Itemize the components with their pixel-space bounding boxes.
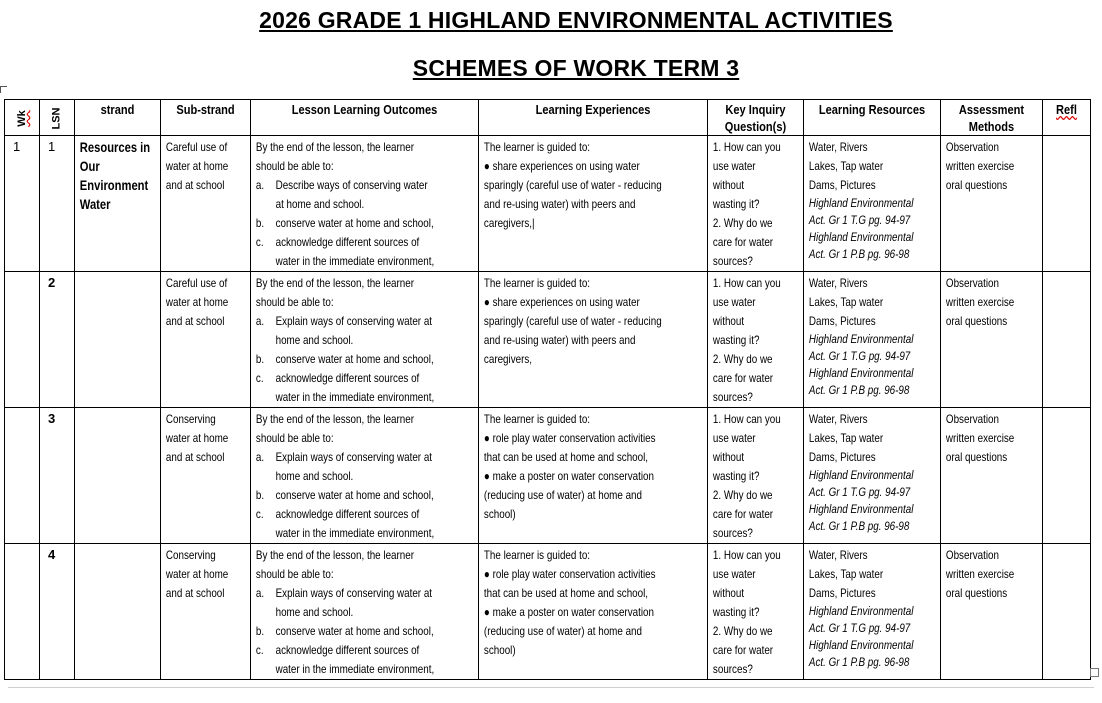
questions-cell[interactable] bbox=[708, 408, 804, 544]
header-experiences: Learning Experiences bbox=[479, 100, 708, 136]
table-anchor-mark bbox=[0, 86, 7, 93]
question-line: 2. Why do we bbox=[712, 624, 773, 638]
resource-book-line: Highland Environmental bbox=[808, 230, 914, 244]
week-number bbox=[5, 544, 39, 547]
assessment-text bbox=[941, 544, 1043, 603]
header-strand: strand bbox=[75, 100, 161, 136]
assessment-line: oral questions bbox=[945, 178, 1008, 192]
outcome-text: conserve water at home and school, bbox=[275, 624, 434, 638]
substrand-text bbox=[161, 408, 251, 467]
lesson-number: 1 bbox=[48, 139, 56, 154]
substrand-line: water at home bbox=[165, 159, 229, 173]
header-wk: Wk bbox=[5, 100, 40, 136]
question-line: care for water bbox=[712, 235, 774, 249]
assessment-text bbox=[941, 136, 1043, 195]
experience-line: sparingly (careful use of water - reducing bbox=[483, 314, 662, 328]
question-line: wasting it? bbox=[712, 605, 760, 619]
experiences-cell[interactable] bbox=[479, 544, 708, 680]
outcome-text: home and school. bbox=[275, 469, 354, 483]
outcome-text: conserve water at home and school, bbox=[275, 216, 434, 230]
outcome-text: home and school. bbox=[275, 333, 354, 347]
question-line: use water bbox=[712, 159, 756, 173]
outcome-item bbox=[256, 584, 479, 603]
outcome-text: acknowledge different sources of bbox=[275, 643, 420, 657]
outcomes-cell[interactable] bbox=[251, 544, 479, 680]
substrand-cell[interactable] bbox=[161, 408, 251, 544]
resources-text bbox=[804, 272, 941, 399]
reflection-cell[interactable] bbox=[1043, 272, 1091, 408]
resource-line: Dams, Pictures bbox=[808, 586, 876, 600]
outcome-marker: a. bbox=[255, 450, 265, 464]
outcome-text: water in the immediate environment, bbox=[275, 390, 435, 404]
outcome-item bbox=[256, 214, 479, 233]
substrand-text bbox=[161, 544, 251, 603]
outcome-item bbox=[256, 467, 479, 486]
document-subtitle: SCHEMES OF WORK TERM 3 bbox=[412, 55, 740, 81]
strand-text bbox=[75, 408, 143, 410]
strand-text bbox=[75, 544, 143, 546]
assessment-line: oral questions bbox=[945, 586, 1008, 600]
experience-line: ● make a poster on water conservation bbox=[483, 469, 654, 483]
lesson-cell[interactable] bbox=[40, 136, 75, 272]
substrand-text bbox=[161, 136, 251, 195]
question-line: without bbox=[712, 314, 745, 328]
questions-cell[interactable] bbox=[708, 272, 804, 408]
outcome-item bbox=[256, 505, 479, 524]
experience-line: caregivers,| bbox=[483, 216, 535, 230]
experience-line: The learner is guided to: bbox=[483, 548, 591, 562]
outcomes-text bbox=[251, 408, 479, 543]
resource-line: Water, Rivers bbox=[808, 412, 868, 426]
substrand-line: and at school bbox=[165, 314, 225, 328]
experience-line: school) bbox=[483, 507, 516, 521]
question-line: care for water bbox=[712, 643, 774, 657]
experiences-cell[interactable] bbox=[479, 136, 708, 272]
experience-line: and re-using water) with peers and bbox=[483, 333, 636, 347]
week-number: 1 bbox=[13, 139, 21, 154]
table-row bbox=[5, 408, 1091, 544]
substrand-line: and at school bbox=[165, 586, 225, 600]
strand-cell[interactable] bbox=[75, 544, 161, 680]
experiences-text bbox=[479, 136, 708, 233]
lesson-number: 2 bbox=[48, 275, 56, 290]
outcome-text: at home and school. bbox=[275, 197, 365, 211]
resources-text bbox=[804, 408, 941, 535]
outcome-marker bbox=[256, 660, 276, 679]
outcomes-intro-line: By the end of the lesson, the learner bbox=[255, 412, 415, 426]
outcome-marker: a. bbox=[255, 586, 265, 600]
assessment-text bbox=[941, 272, 1043, 331]
resource-line: Water, Rivers bbox=[808, 548, 868, 562]
assessment-line: Observation bbox=[945, 140, 999, 154]
outcomes-text bbox=[251, 136, 479, 271]
resources-cell[interactable] bbox=[804, 544, 941, 680]
substrand-line: water at home bbox=[165, 431, 229, 445]
outcome-text: acknowledge different sources of bbox=[275, 507, 420, 521]
outcome-text: conserve water at home and school, bbox=[275, 488, 434, 502]
outcome-text: home and school. bbox=[275, 605, 354, 619]
substrand-line: Careful use of bbox=[165, 276, 228, 290]
outcome-item bbox=[256, 486, 479, 505]
question-line: without bbox=[712, 450, 745, 464]
question-line: use water bbox=[712, 431, 756, 445]
resource-line: Lakes, Tap water bbox=[808, 567, 884, 581]
outcome-marker: b. bbox=[255, 488, 265, 502]
outcome-marker: c. bbox=[255, 235, 264, 249]
outcome-item bbox=[256, 388, 479, 407]
substrand-line: and at school bbox=[165, 450, 225, 464]
outcomes-cell[interactable] bbox=[251, 408, 479, 544]
header-assessment: Assessment Methods bbox=[941, 100, 1043, 136]
experience-line: ● role play water conservation activities bbox=[483, 567, 656, 581]
questions-cell[interactable] bbox=[708, 136, 804, 272]
questions-text bbox=[708, 136, 804, 271]
outcome-item bbox=[256, 660, 479, 679]
resources-text bbox=[804, 136, 941, 263]
experiences-text bbox=[479, 272, 708, 369]
assessment-cell[interactable] bbox=[941, 544, 1043, 680]
week-cell[interactable] bbox=[5, 408, 40, 544]
strand-cell[interactable] bbox=[75, 272, 161, 408]
outcome-text: water in the immediate environment, bbox=[275, 254, 435, 268]
question-line: 1. How can you bbox=[712, 412, 781, 426]
substrand-line: Conserving bbox=[165, 548, 216, 562]
question-line: 2. Why do we bbox=[712, 216, 773, 230]
assessment-cell[interactable] bbox=[941, 272, 1043, 408]
resource-book-line: Act. Gr 1 P.B pg. 96-98 bbox=[808, 383, 910, 397]
header-questions: Key Inquiry Question(s) bbox=[708, 100, 804, 136]
outcome-item bbox=[256, 603, 479, 622]
resource-book-line: Act. Gr 1 P.B pg. 96-98 bbox=[808, 519, 910, 533]
resource-line: Lakes, Tap water bbox=[808, 431, 884, 445]
assessment-line: Observation bbox=[945, 548, 999, 562]
experience-line: The learner is guided to: bbox=[483, 140, 591, 154]
resource-book-line: Highland Environmental bbox=[808, 196, 914, 210]
experience-line: ● role play water conservation activities bbox=[483, 431, 656, 445]
question-line: use water bbox=[712, 295, 756, 309]
week-cell[interactable] bbox=[5, 136, 40, 272]
assessment-line: Observation bbox=[945, 276, 999, 290]
lesson-cell[interactable] bbox=[40, 272, 75, 408]
week-cell[interactable] bbox=[5, 272, 40, 408]
outcome-marker: c. bbox=[255, 643, 264, 657]
table-row bbox=[5, 544, 1091, 680]
substrand-line: water at home bbox=[165, 567, 229, 581]
outcome-item bbox=[256, 369, 479, 388]
experience-line: The learner is guided to: bbox=[483, 412, 591, 426]
resource-book-line: Act. Gr 1 T.G pg. 94-97 bbox=[808, 485, 911, 499]
outcome-item bbox=[256, 622, 479, 641]
assessment-line: oral questions bbox=[945, 314, 1008, 328]
header-substrand: Sub-strand bbox=[161, 100, 251, 136]
resource-line: Lakes, Tap water bbox=[808, 159, 884, 173]
week-number bbox=[5, 272, 39, 275]
resource-book-line: Highland Environmental bbox=[808, 366, 914, 380]
assessment-cell[interactable] bbox=[941, 408, 1043, 544]
outcome-text: acknowledge different sources of bbox=[275, 235, 420, 249]
strand-cell[interactable] bbox=[75, 136, 161, 272]
experience-line: that can be used at home and school, bbox=[483, 450, 649, 464]
resource-book-line: Act. Gr 1 T.G pg. 94-97 bbox=[808, 213, 911, 227]
question-line: wasting it? bbox=[712, 333, 760, 347]
resource-line: Water, Rivers bbox=[808, 140, 868, 154]
strand-text bbox=[75, 272, 143, 274]
experience-line: (reducing use of water) at home and bbox=[483, 624, 643, 638]
outcomes-intro-line: should be able to: bbox=[255, 567, 334, 581]
substrand-line: and at school bbox=[165, 178, 225, 192]
header-resources: Learning Resources bbox=[804, 100, 941, 136]
experience-line: caregivers, bbox=[483, 352, 533, 366]
substrand-cell[interactable] bbox=[161, 272, 251, 408]
experience-line: (reducing use of water) at home and bbox=[483, 488, 643, 502]
page-divider bbox=[8, 687, 1094, 688]
experiences-cell[interactable] bbox=[479, 408, 708, 544]
document-title: 2026 GRADE 1 HIGHLAND ENVIRONMENTAL ACTIVITIES bbox=[259, 7, 893, 33]
experience-line: sparingly (careful use of water - reducing bbox=[483, 178, 662, 192]
header-reflection: Refl bbox=[1043, 100, 1091, 136]
resource-book-line: Act. Gr 1 P.B pg. 96-98 bbox=[808, 247, 910, 261]
substrand-line: Conserving bbox=[165, 412, 216, 426]
assessment-cell[interactable] bbox=[941, 136, 1043, 272]
week-number bbox=[5, 408, 39, 411]
question-line: 1. How can you bbox=[712, 140, 781, 154]
outcome-marker bbox=[256, 388, 276, 407]
question-line: sources? bbox=[712, 390, 753, 404]
table-resize-handle[interactable] bbox=[1090, 668, 1099, 677]
outcomes-cell[interactable] bbox=[251, 272, 479, 408]
resource-book-line: Highland Environmental bbox=[808, 468, 914, 482]
question-line: care for water bbox=[712, 507, 774, 521]
outcome-marker bbox=[256, 331, 276, 350]
question-line: care for water bbox=[712, 371, 774, 385]
table-row bbox=[5, 136, 1091, 272]
strand-text bbox=[75, 136, 151, 214]
outcome-marker: c. bbox=[255, 507, 264, 521]
header-outcomes: Lesson Learning Outcomes bbox=[251, 100, 479, 136]
experience-line: ● share experiences on using water bbox=[483, 159, 640, 173]
question-line: use water bbox=[712, 567, 756, 581]
outcome-text: Explain ways of conserving water at bbox=[275, 586, 433, 600]
outcome-item bbox=[256, 312, 479, 331]
resource-book-line: Highland Environmental bbox=[808, 604, 914, 618]
lesson-cell[interactable] bbox=[40, 544, 75, 680]
assessment-line: written exercise bbox=[945, 159, 1015, 173]
outcome-item bbox=[256, 176, 479, 195]
experiences-text bbox=[479, 408, 708, 524]
resource-book-line: Highland Environmental bbox=[808, 332, 914, 346]
reflection-cell[interactable] bbox=[1043, 408, 1091, 544]
lesson-number: 4 bbox=[48, 547, 56, 562]
outcome-text: water in the immediate environment, bbox=[275, 526, 435, 540]
outcome-text: Explain ways of conserving water at bbox=[275, 450, 433, 464]
assessment-line: written exercise bbox=[945, 295, 1015, 309]
strand-line: Environment bbox=[79, 177, 149, 193]
strand-line: Resources in bbox=[79, 139, 151, 155]
question-line: wasting it? bbox=[712, 197, 760, 211]
resource-book-line: Act. Gr 1 T.G pg. 94-97 bbox=[808, 621, 911, 635]
outcome-text: Explain ways of conserving water at bbox=[275, 314, 433, 328]
outcomes-intro-line: should be able to: bbox=[255, 431, 334, 445]
experience-line: that can be used at home and school, bbox=[483, 586, 649, 600]
table-row bbox=[5, 272, 1091, 408]
resource-book-line: Act. Gr 1 T.G pg. 94-97 bbox=[808, 349, 911, 363]
question-line: 1. How can you bbox=[712, 276, 781, 290]
outcomes-intro-line: should be able to: bbox=[255, 159, 334, 173]
question-line: 2. Why do we bbox=[712, 488, 773, 502]
resources-text bbox=[804, 544, 941, 671]
resource-line: Dams, Pictures bbox=[808, 314, 876, 328]
outcome-text: acknowledge different sources of bbox=[275, 371, 420, 385]
outcome-item bbox=[256, 252, 479, 271]
experiences-text bbox=[479, 544, 708, 660]
substrand-text bbox=[161, 272, 251, 331]
outcomes-text bbox=[251, 544, 479, 679]
outcome-item bbox=[256, 524, 479, 543]
question-line: wasting it? bbox=[712, 469, 760, 483]
resources-cell[interactable] bbox=[804, 272, 941, 408]
experience-line: and re-using water) with peers and bbox=[483, 197, 636, 211]
outcomes-intro-line: By the end of the lesson, the learner bbox=[255, 140, 415, 154]
outcomes-intro-line: By the end of the lesson, the learner bbox=[255, 276, 415, 290]
question-line: sources? bbox=[712, 254, 753, 268]
question-line: 2. Why do we bbox=[712, 352, 773, 366]
outcomes-intro-line: should be able to: bbox=[255, 295, 334, 309]
question-line: sources? bbox=[712, 662, 753, 676]
schemes-of-work-table bbox=[4, 99, 1091, 680]
outcome-text: conserve water at home and school, bbox=[275, 352, 434, 366]
outcome-item bbox=[256, 641, 479, 660]
experience-line: ● share experiences on using water bbox=[483, 295, 640, 309]
outcomes-cell[interactable] bbox=[251, 136, 479, 272]
outcome-marker bbox=[256, 195, 276, 214]
questions-text bbox=[708, 408, 804, 543]
experience-line: The learner is guided to: bbox=[483, 276, 591, 290]
questions-cell[interactable] bbox=[708, 544, 804, 680]
assessment-line: written exercise bbox=[945, 431, 1015, 445]
resources-cell[interactable] bbox=[804, 136, 941, 272]
outcome-marker: a. bbox=[255, 314, 265, 328]
outcomes-text bbox=[251, 272, 479, 407]
outcome-text: water in the immediate environment, bbox=[275, 662, 435, 676]
assessment-text bbox=[941, 408, 1043, 467]
assessment-line: Observation bbox=[945, 412, 999, 426]
strand-line: Our bbox=[79, 158, 100, 174]
resource-line: Dams, Pictures bbox=[808, 450, 876, 464]
outcome-marker bbox=[256, 467, 276, 486]
outcome-marker: b. bbox=[255, 352, 265, 366]
resource-book-line: Highland Environmental bbox=[808, 502, 914, 516]
outcome-marker: c. bbox=[255, 371, 264, 385]
reflection-cell[interactable] bbox=[1043, 136, 1091, 272]
outcome-item bbox=[256, 331, 479, 350]
lesson-number: 3 bbox=[48, 411, 56, 426]
reflection-cell[interactable] bbox=[1043, 544, 1091, 680]
resource-book-line: Highland Environmental bbox=[808, 638, 914, 652]
question-line: 1. How can you bbox=[712, 548, 781, 562]
resource-line: Lakes, Tap water bbox=[808, 295, 884, 309]
resources-cell[interactable] bbox=[804, 408, 941, 544]
substrand-cell[interactable] bbox=[161, 544, 251, 680]
resource-line: Water, Rivers bbox=[808, 276, 868, 290]
outcome-item bbox=[256, 233, 479, 252]
resource-line: Dams, Pictures bbox=[808, 178, 876, 192]
outcome-marker bbox=[256, 524, 276, 543]
question-line: without bbox=[712, 586, 745, 600]
outcome-marker: a. bbox=[255, 178, 265, 192]
strand-line: Water bbox=[79, 196, 111, 212]
outcome-item bbox=[256, 195, 479, 214]
week-cell[interactable] bbox=[5, 544, 40, 680]
questions-text bbox=[708, 544, 804, 679]
question-line: sources? bbox=[712, 526, 753, 540]
experiences-cell[interactable] bbox=[479, 272, 708, 408]
experience-line: ● make a poster on water conservation bbox=[483, 605, 654, 619]
outcome-item bbox=[256, 350, 479, 369]
assessment-line: written exercise bbox=[945, 567, 1015, 581]
resource-book-line: Act. Gr 1 P.B pg. 96-98 bbox=[808, 655, 910, 669]
outcome-marker bbox=[256, 252, 276, 271]
question-line: without bbox=[712, 178, 745, 192]
header-lsn: LSN bbox=[40, 100, 75, 136]
outcomes-intro-line: By the end of the lesson, the learner bbox=[255, 548, 415, 562]
experience-line: school) bbox=[483, 643, 516, 657]
substrand-line: water at home bbox=[165, 295, 229, 309]
assessment-line: oral questions bbox=[945, 450, 1008, 464]
outcome-marker: b. bbox=[255, 216, 265, 230]
outcome-item bbox=[256, 448, 479, 467]
header-row bbox=[5, 100, 1091, 136]
outcome-marker: b. bbox=[255, 624, 265, 638]
lesson-cell[interactable] bbox=[40, 408, 75, 544]
questions-text bbox=[708, 272, 804, 407]
outcome-text: Describe ways of conserving water bbox=[275, 178, 428, 192]
strand-cell[interactable] bbox=[75, 408, 161, 544]
substrand-cell[interactable] bbox=[161, 136, 251, 272]
outcome-marker bbox=[256, 603, 276, 622]
substrand-line: Careful use of bbox=[165, 140, 228, 154]
